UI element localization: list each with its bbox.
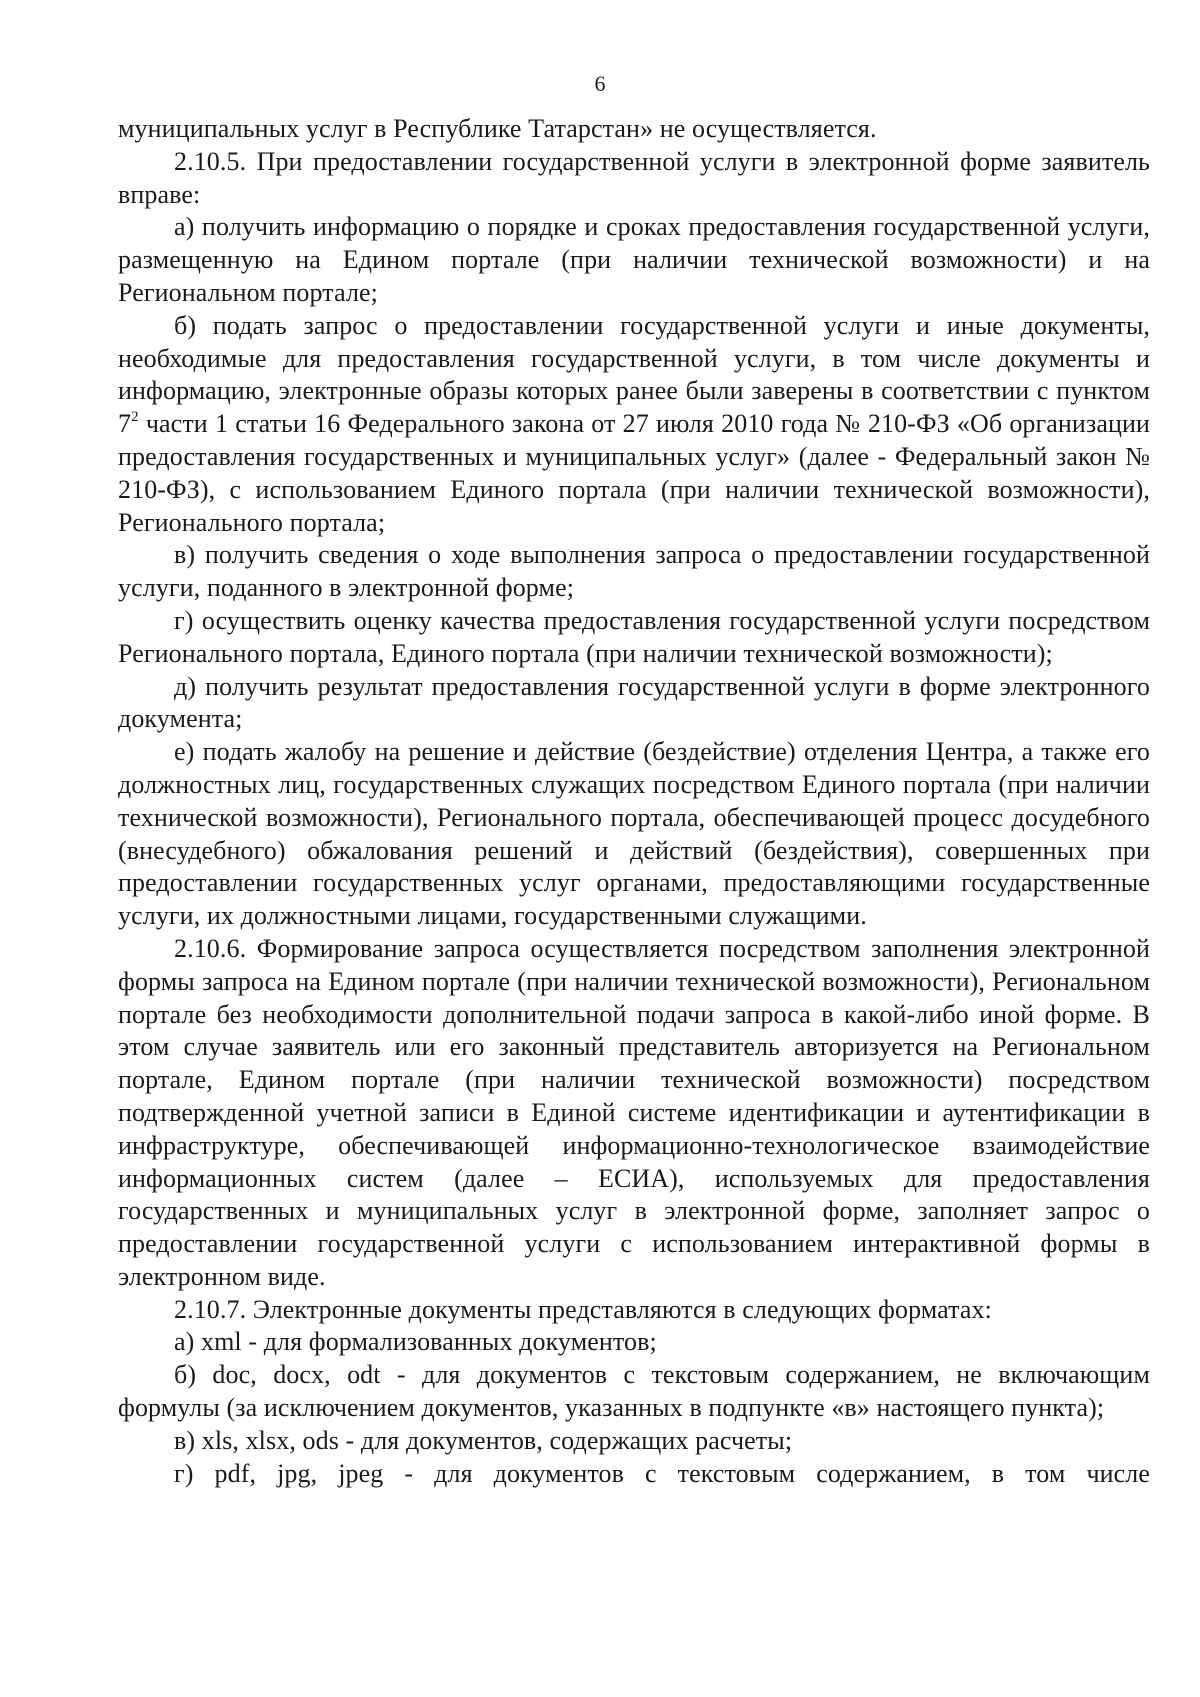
page-number: 6	[594, 71, 606, 96]
paragraph-item-b-text-start: б) подать запрос о предоставлении государственной услуги и иные документы, необходимые для предоставления государственной услуги, в том числе документы и информацию, электронные образы которых ранее были заверены в соответствии с пунктом 7	[118, 310, 1150, 439]
paragraph-continuation: муниципальных услуг в Республике Татарстан» не осуществляется.	[118, 114, 877, 143]
format-item-a: а) xml - для формализованных документов;	[174, 1327, 657, 1357]
format-item-v: в) xls, xlsx, ods - для документов, содержащих расчеты;	[174, 1425, 793, 1455]
format-item-b: б) doc, docx, odt - для документов с текстовым содержанием, не включающим формулы (за исключением документов, указанных в подпункте «в» настоящего пункта);	[118, 1360, 1150, 1423]
paragraph-item-b	[118, 310, 1150, 540]
paragraph-2-10-5: 2.10.5. При предоставлении государственной услуги в электронной форме заявитель вправе:	[118, 146, 1150, 209]
superscript-2: 2	[131, 409, 139, 426]
paragraph-item-d: д) получить результат предоставления государственной услуги в форме электронного документа;	[118, 671, 1150, 734]
paragraph-item-g: г) осуществить оценку качества предоставления государственной услуги посредством Регионального портала, Единого портала (при наличии технической возможности);	[118, 605, 1150, 668]
paragraph-2-10-7: 2.10.7. Электронные документы представляются в следующих форматах:	[174, 1294, 992, 1324]
paragraph-item-e: е) подать жалобу на решение и действие (бездействие) отделения Центра, а также его должностных лиц, государственных служащих посредством Единого портала (при наличии технической возможности), Регионального портала, обеспечивающей процесс досудебного (внесудебного) обжалования решений и действий (бездействия), совершенных при предоставлении государственных услуг органами, предоставляющими государственные услуги, их должностными лицами, государственными служащими.	[118, 737, 1150, 931]
paragraph-item-b-text-end: части 1 статьи 16 Федерального закона от 27 июля 2010 года № 210-ФЗ «Об организации предоставления государственных и муниципальных услуг» (далее - Федеральный закон № 210-ФЗ), с использованием Единого портала (при наличии технической возможности), Регионального портала;	[118, 409, 1150, 537]
format-item-g: г) pdf, jpg, jpeg - для документов с текстовым содержанием, в том числе	[174, 1458, 1150, 1488]
paragraph-item-v: в) получить сведения о ходе выполнения запроса о предоставлении государственной услуги, поданного в электронной форме;	[118, 540, 1150, 603]
paragraph-2-10-6: 2.10.6. Формирование запроса осуществляется посредством заполнения электронной формы запроса на Едином портале (при наличии технической возможности), Региональном портале без необходимости дополнительной подачи запроса в какой-либо иной форме. В этом случае заявитель или его законный представитель авторизуется на Региональном портале, Едином портале (при наличии технической возможности) посредством подтвержденной учетной записи в Единой системе идентификации и аутентификации в инфраструктуре, обеспечивающей информационно-технологическое взаимодействие информационных систем (далее – ЕСИА), используемых для предоставления государственных и муниципальных услуг в электронной форме, заполняет запрос о предоставлении государственной услуги с использованием интерактивной формы в электронном виде.	[118, 933, 1150, 1291]
paragraph-item-a: а) получить информацию о порядке и сроках предоставления государственной услуги, размещенную на Едином портале (при наличии технической возможности) и на Региональном портале;	[118, 212, 1150, 307]
document-body	[118, 113, 1150, 1490]
